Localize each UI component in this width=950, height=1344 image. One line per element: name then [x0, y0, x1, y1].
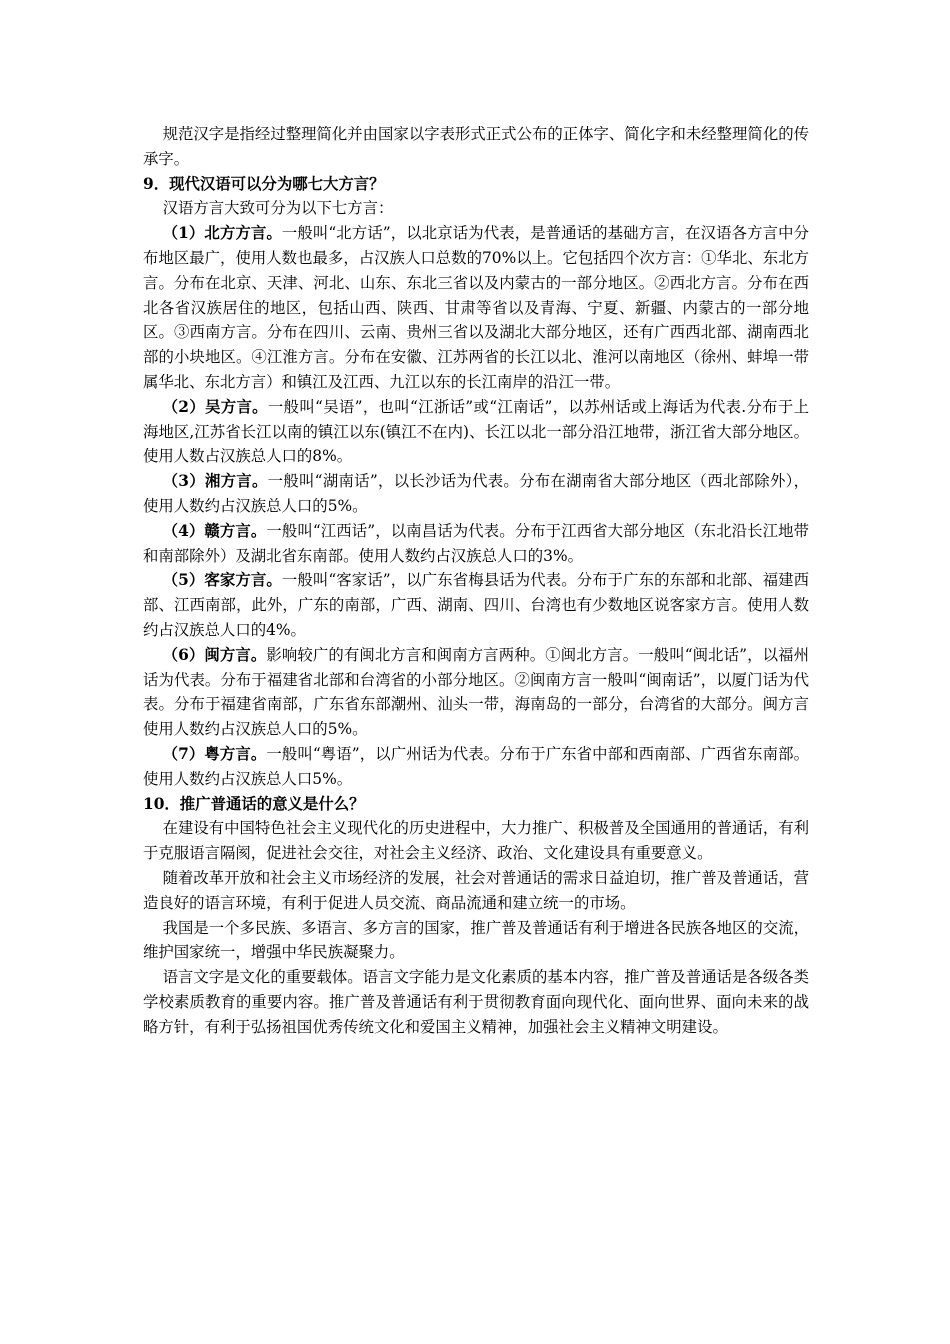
dialect-label: （1）北方方言。	[162, 224, 282, 243]
dialect-text: 一般叫“江西话”，以南昌话为代表。分布于江西省大部分地区（东北沿长江地带和南部除外）及湖北省东南部。使用人数约占汉族总人口的3%。	[143, 521, 809, 565]
dialect-text: 影响较广的有闽北方言和闽南方言两种。①闽北方言。一般叫“闽北话”，以福州话为代表。分布于福建省北部和台湾省的小部分地区。②闽南方言一般叫“闽南话”，以厦门话为代表。分布于福建省南部，广东省东部潮州、汕头一带，海南岛的一部分，台湾省的大部分。闽方言使用人数约占汉族总人口的5%。	[143, 645, 809, 739]
dialect-item-yue	[143, 742, 809, 792]
dialect-label: （3）湘方言。	[162, 472, 268, 491]
question-10-paragraph: 我国是一个多民族、多语言、多方言的国家，推广普及普通话有利于增进各民族各地区的交流，维护国家统一，增强中华民族凝聚力。	[143, 918, 809, 962]
dialect-item-northern	[143, 221, 809, 395]
dialect-label: （4）赣方言。	[162, 521, 267, 540]
dialect-text: 一般叫“客家话”，以广东省梅县话为代表。分布于广东的东部和北部、福建西部、江西南部，此外，广东的南部，广西、湖南、四川、台湾也有少数地区说客家方言。使用人数约占汉族总人口的4%。	[143, 571, 809, 639]
dialect-item-wu	[143, 395, 809, 469]
dialect-item-xiang	[143, 469, 809, 519]
dialect-item-hakka	[143, 568, 809, 642]
question-10-heading: 10．推广普通话的意义是什么？	[143, 794, 365, 813]
dialect-item-gan	[143, 519, 809, 569]
dialect-text: 一般叫“北方话”，以北京话为代表，是普通话的基础方言，在汉语各方言中分布地区最广，使用人数也最多，占汉族人口总数的70%以上。它包括四个次方言：①华北、东北方言。分布在北京、天津、河北、山东、东北三省以及内蒙古的一部分地区。②西北方言。分布在西北各省汉族居住的地区，包括山西、陕西、甘肃等省以及青海、宁夏、新疆、内蒙古的一部分地区。③西南方言。分布在四川、云南、贵州三省以及湖北大部分地区，还有广西西北部、湖南西北部的小块地区。④江淮方言。分布在安徽、江苏两省的长江以北、淮河以南地区（徐州、蚌埠一带属华北、东北方言）和镇江及江西、九江以东的长江南岸的沿江一带。	[143, 224, 809, 391]
question-10-paragraph: 在建设有中国特色社会主义现代化的历史进程中，大力推广、积极普及全国通用的普通话，有利于克服语言隔阂，促进社会交往，对社会主义经济、政治、文化建设具有重要意义。	[143, 819, 809, 863]
question-10-paragraph: 语言文字是文化的重要载体。语言文字能力是文化素质的基本内容，推广普及普通话是各级各类学校素质教育的重要内容。推广普及普通话有利于贯彻教育面向现代化、面向世界、面向未来的战略方针，有利于弘扬祖国优秀传统文化和爱国主义精神，加强社会主义精神文明建设。	[143, 968, 809, 1036]
question-10-paragraph: 随着改革开放和社会主义市场经济的发展，社会对普通话的需求日益迫切，推广普及普通话，营造良好的语言环境，有利于促进人员交流、商品流通和建立统一的市场。	[143, 868, 809, 912]
question-9-lead: 汉语方言大致可分为以下七方言：	[162, 199, 394, 218]
document-page	[143, 122, 809, 1039]
dialect-label: （7）粤方言。	[162, 744, 267, 763]
dialect-text: 一般叫“粤语”，以广州话为代表。分布于广东省中部和西南部、广西省东南部。使用人数约占汉族总人口5%。	[143, 744, 809, 788]
question-9-heading: 9．现代汉语可以分为哪七大方言？	[143, 174, 385, 193]
dialect-label: （5）客家方言。	[162, 571, 282, 590]
dialect-item-min	[143, 643, 809, 742]
dialect-text: 一般叫“湖南话”，以长沙话为代表。分布在湖南省大部分地区（西北部除外），使用人数约占汉族总人口的5%。	[143, 472, 809, 515]
intro-paragraph: 规范汉字是指经过整理简化并由国家以字表形式正式公布的正体字、简化字和未经整理简化的传承字。	[143, 125, 809, 168]
dialect-text: 一般叫“吴语”，也叫“江浙话”或“江南话”，以苏州话或上海话为代表.分布于上海地区,江苏省长江以南的镇江以东(镇江不在内)、长江以北一部分沿江地带，浙江省大部分地区。使用人数占汉族总人口的8%。	[143, 397, 809, 466]
dialect-label: （6）闽方言。	[162, 645, 267, 664]
dialect-label: （2）吴方言。	[162, 397, 268, 416]
